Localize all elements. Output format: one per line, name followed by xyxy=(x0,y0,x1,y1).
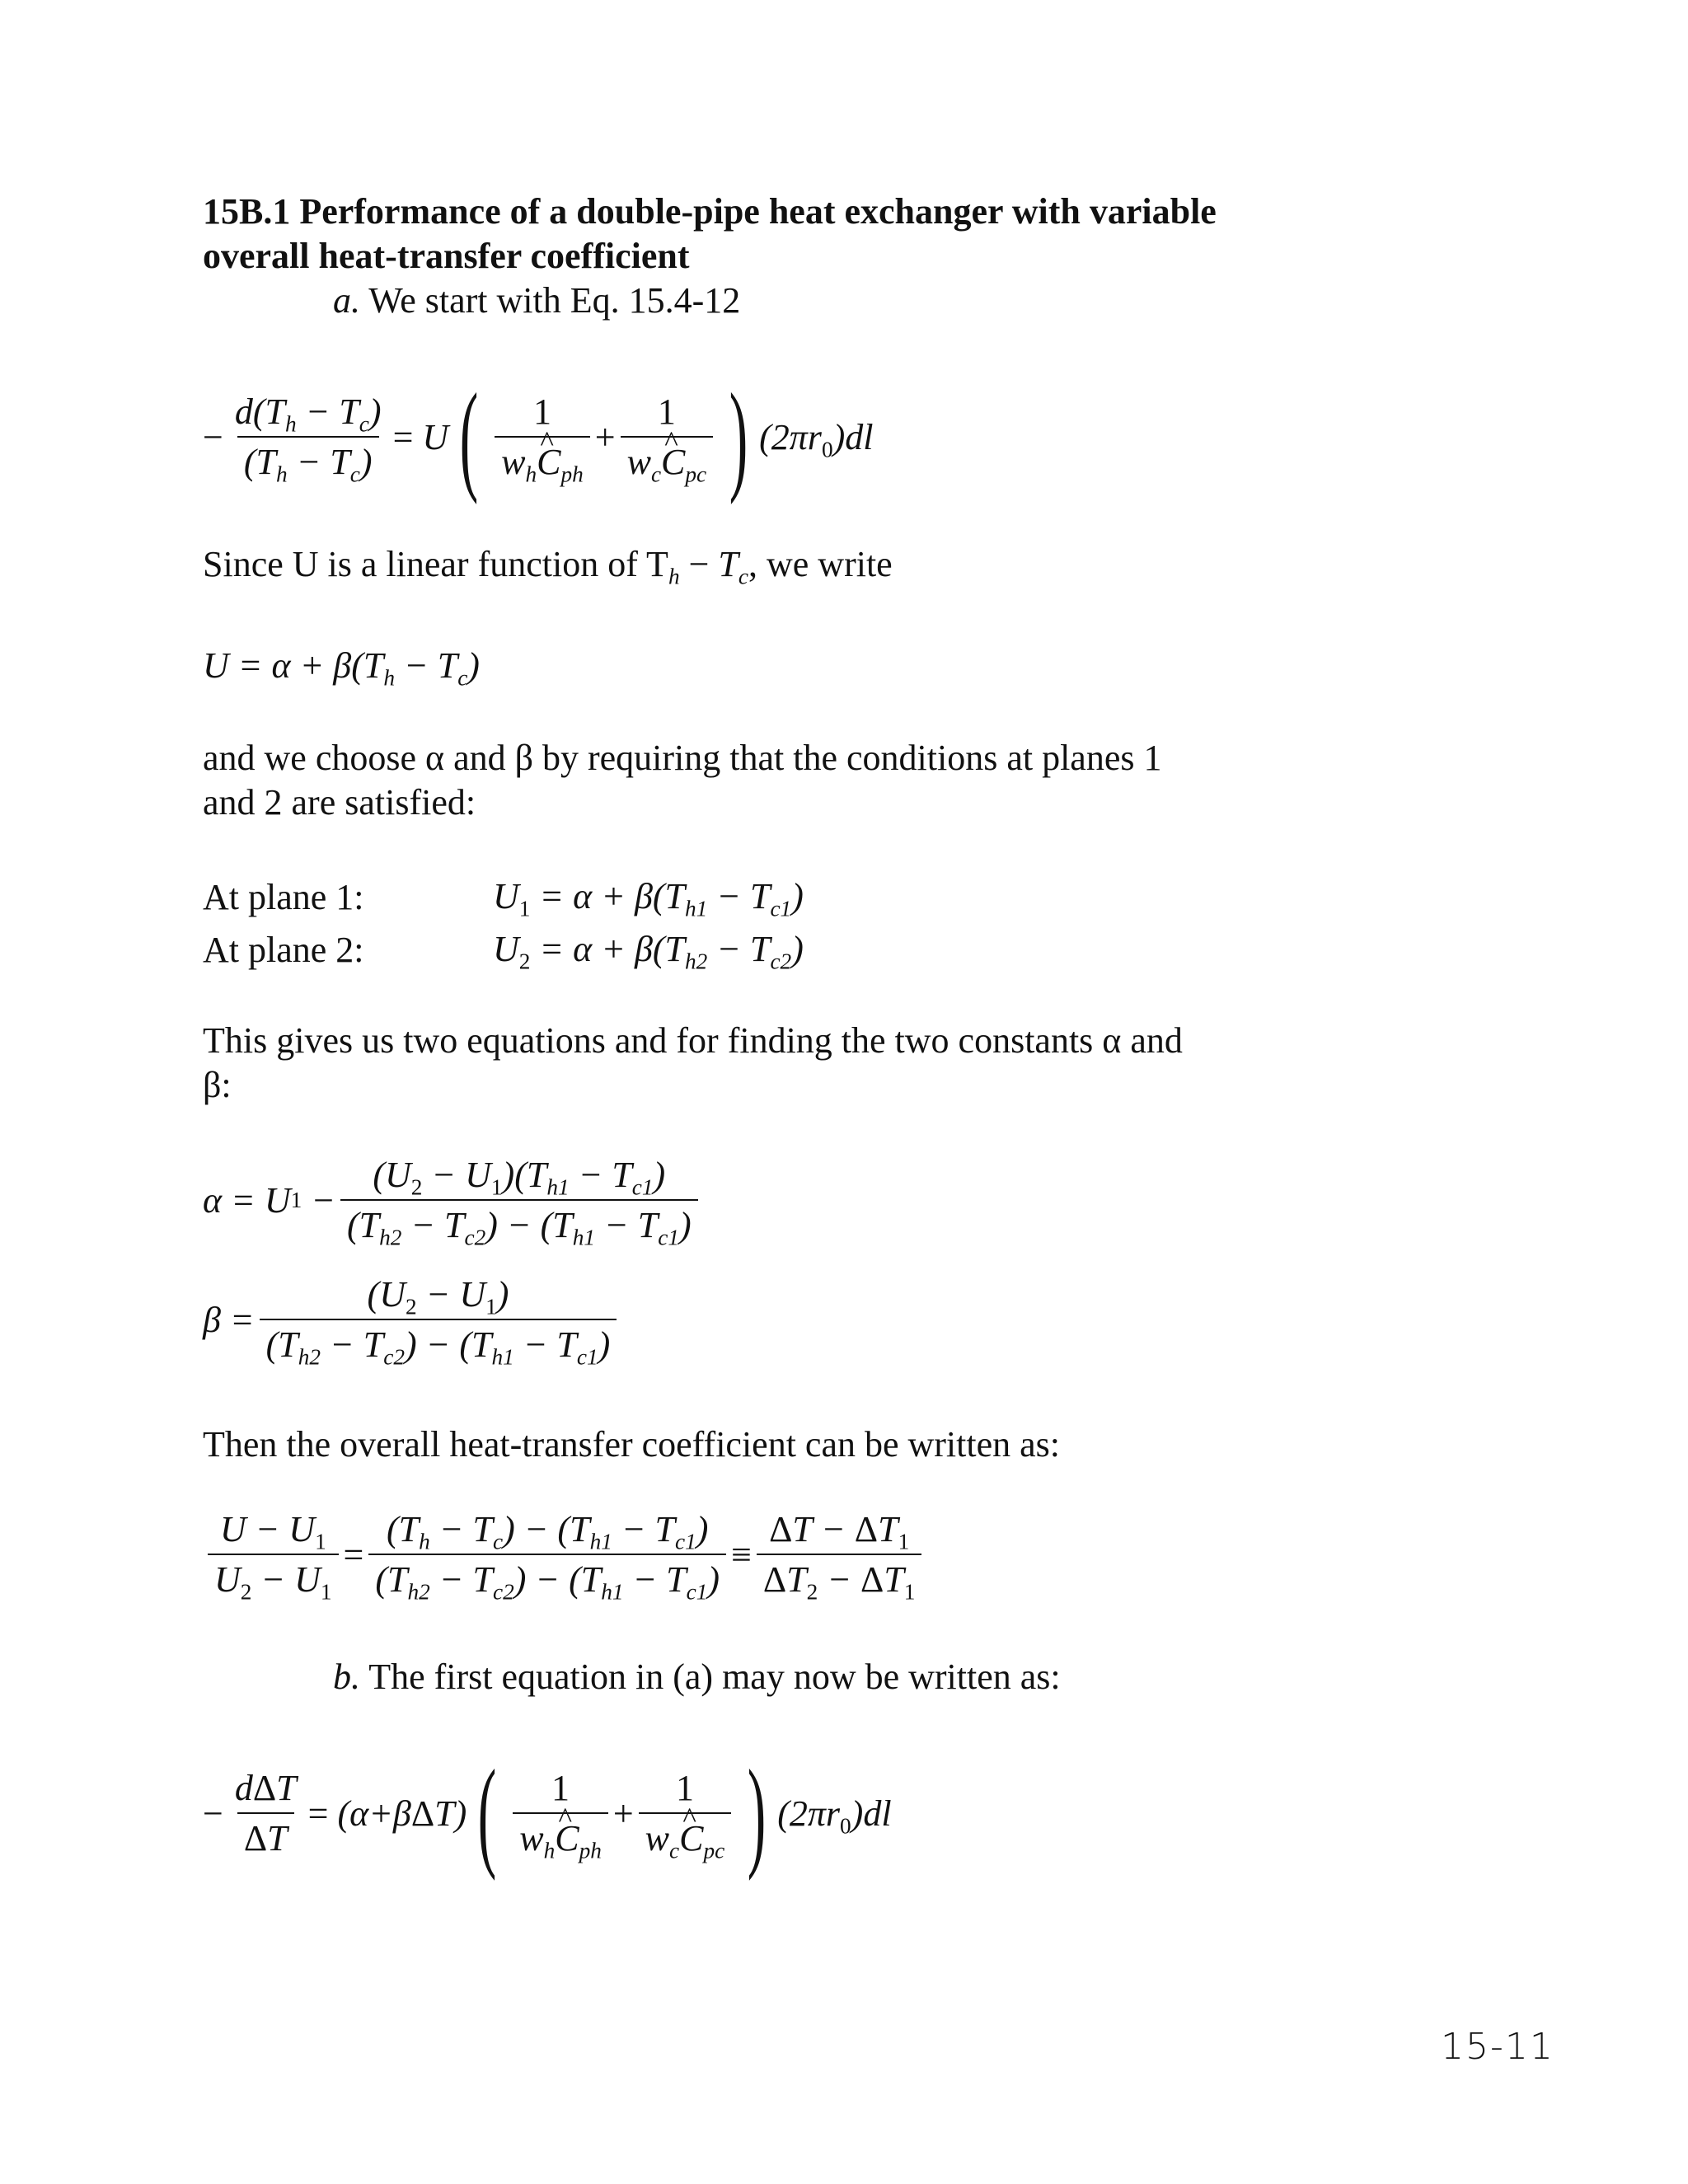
part-a-label: a. xyxy=(333,280,360,321)
we-write-text: we write xyxy=(767,544,893,584)
choose-line-2: and 2 are satisfied: xyxy=(203,782,476,823)
part-a-text: We start with Eq. 15.4-12 xyxy=(368,280,741,321)
equation-b: − $\frac{\text{dΔT}}{\Delta T}$ = ( α + β Δ T ) ( $\frac{1}{w_h\^{} C_{ph}}$ + $\frac{1}{w_c\^{} C_{pc}}$ ) $(2\pi r_0)dl$ xyxy=(203,1739,892,1887)
problem-title xyxy=(203,190,1217,279)
choose-line-1: and we choose α and β by requiring that the conditions at planes 1 xyxy=(203,738,1162,778)
gives-paragraph xyxy=(203,1019,1183,1108)
equation-1: − $\frac{d(T_h - T_c)}{(T_h - T_c)}$ = U ( $\frac{1}{w_h\^{} C_{ph}}$ + $\frac{1}{w_c\^{} C_{pc}}$ ) $(2\pi r_0)dl$ xyxy=(203,363,873,511)
plane-2-equation: $U_2 = \alpha + \beta(T_{h2} - T_{c2})$ xyxy=(493,929,804,974)
gives-line-2: β: xyxy=(203,1065,232,1105)
since-line: Since U is a linear function of $T_h - T_c$, we write xyxy=(203,544,893,589)
part-b-heading xyxy=(333,1655,1061,1699)
since-text: Since U is a linear function of T xyxy=(203,544,668,584)
equation-beta: β = $\frac{(U_2 - U_1)}{(T_{h2} - T_{c2}) - (T_{h1} - T_{c1})}$ xyxy=(203,1273,621,1366)
plane-1-equation: $U_1 = \alpha + \beta(T_{h1} - T_{c1})$ xyxy=(493,876,804,921)
equation-alpha: α = U 1 − $\frac{(U_2 - U_1)(T_{h1} - T_{c1})}{(T_{h2} - T_{c2}) - (T_{h1} - T_{c1})}$ xyxy=(203,1154,703,1246)
page-number: 15-11 xyxy=(1441,2026,1554,2068)
choose-paragraph xyxy=(203,736,1162,825)
part-a-heading xyxy=(333,279,740,323)
title-line-2: overall heat-transfer coefficient xyxy=(203,236,690,276)
equation-u-ratio: $\frac{U - U_1}{U_2 - U_1}$ = $\frac{(T_h - T_c) - (T_{h1} - T_{c1})}{(T_{h2} - T_{c2}) - (T_{h1} - T_{c1})}$ ≡ $\frac{\Delta T - \Delta T_1}{\Delta T_2 - \Delta T_1}$ xyxy=(203,1508,926,1601)
equation-u-linear: $U = \alpha + \beta(T_h - T_c)$ xyxy=(203,645,480,691)
then-line: Then the overall heat-transfer coefficient can be written as: xyxy=(203,1424,1061,1465)
part-b-text: The first equation in (a) may now be written as: xyxy=(368,1657,1061,1697)
plane-2-label: At plane 2: xyxy=(203,930,364,970)
title-line-1: 15B.1 Performance of a double-pipe heat exchanger with variable xyxy=(203,191,1217,232)
gives-line-1: This gives us two equations and for finding the two constants α and xyxy=(203,1020,1183,1061)
plane-1-label: At plane 1: xyxy=(203,877,364,917)
part-b-label: b. xyxy=(333,1657,360,1697)
